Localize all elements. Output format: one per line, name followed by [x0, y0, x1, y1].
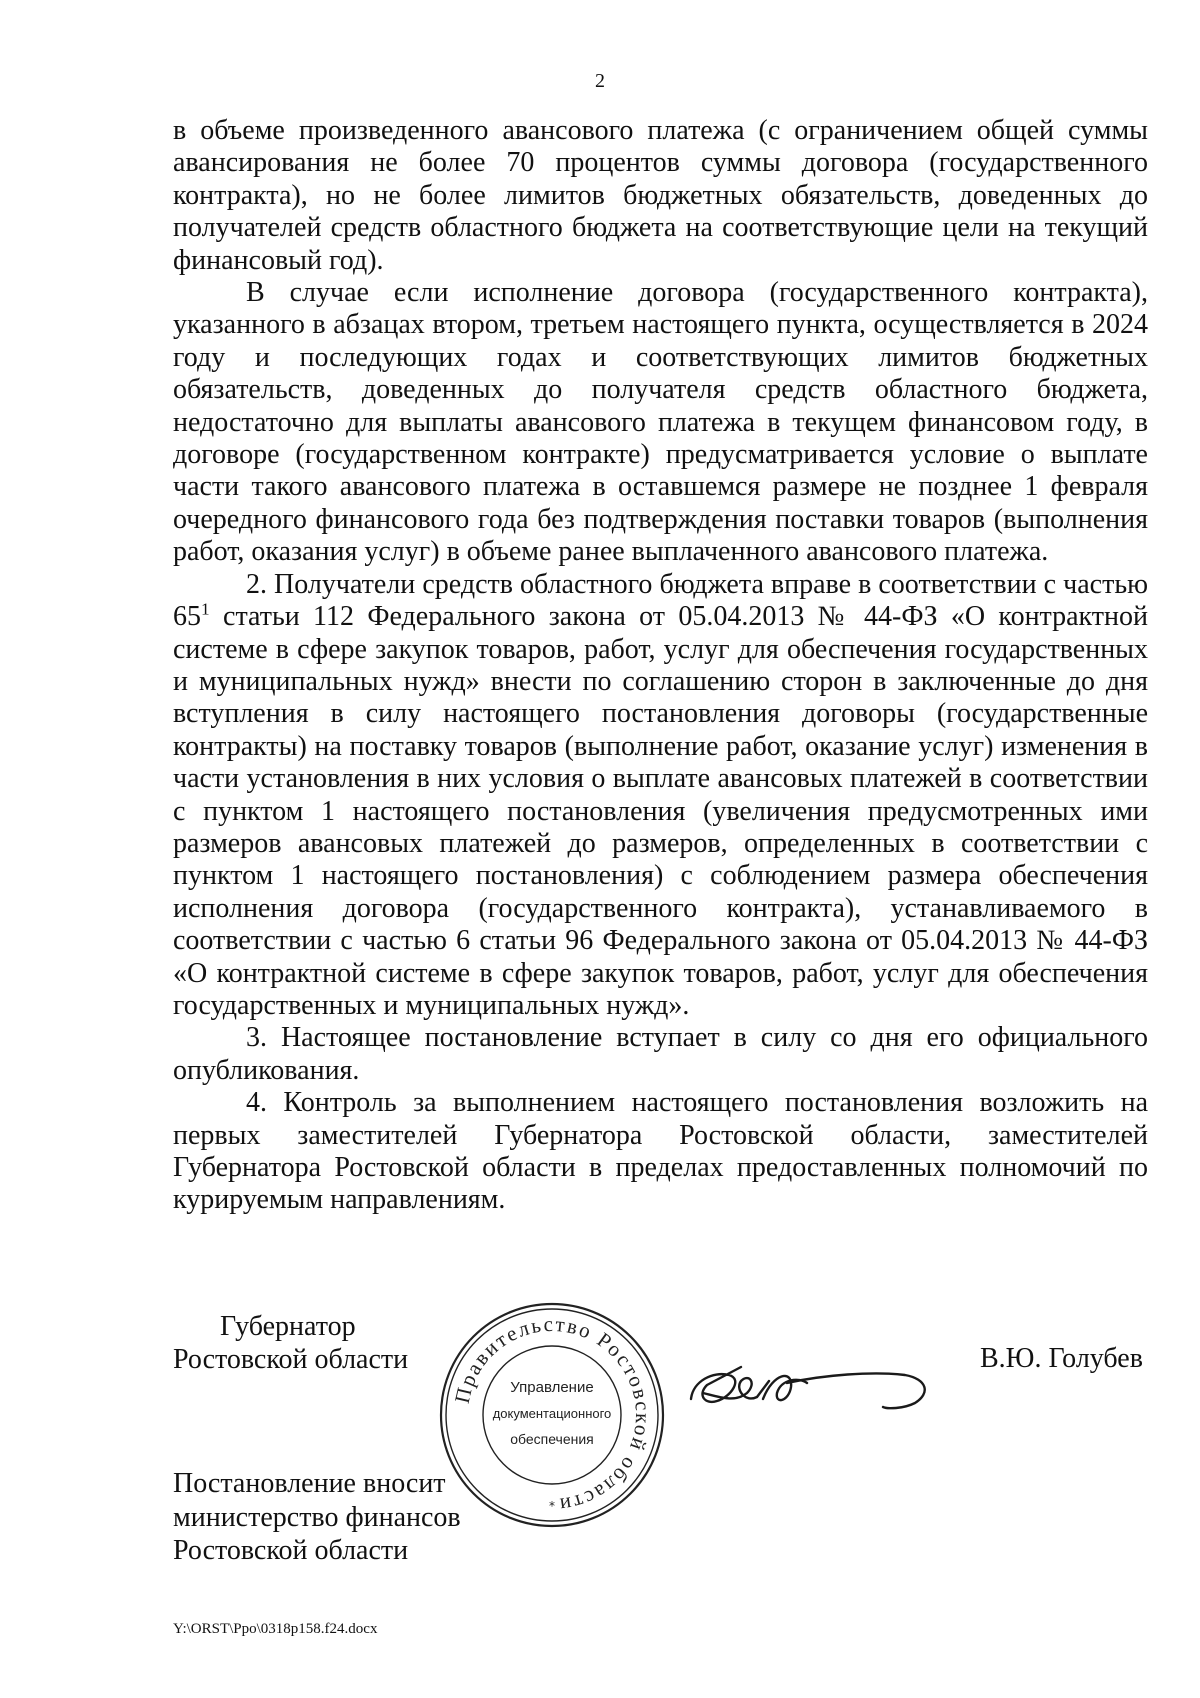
item-2-text-start: 2. Получатели средств областного бюджета вправе в соответствии с частью 65	[173, 568, 1148, 633]
paragraph-advance-payment-case: В случае если исполнение договора (государственного контракта), указанного в абзацах втором, третьем настоящего пункта, осуществляется в 2024 году и последующих годах и соответствующих лимитов бюджетных обязательств, доведенных до получателя средств областного бюджета, недостаточно для выплаты авансового платежа в текущем финансовом году, в договоре (государственном контракте) предусматривается условие о выплате части такого авансового платежа в оставшемся размере не позднее 1 февраля очередного финансового года без подтверждения поставки товаров (выполнения работ, оказания услуг) в объеме ранее выплаченного авансового платежа.	[173, 277, 1148, 568]
submitter-line1: Постановление вносит	[173, 1468, 446, 1499]
submitter-block	[173, 1467, 461, 1568]
seal-star-icon: *	[549, 1499, 555, 1513]
submitter-line2: министерство финансов	[173, 1501, 461, 1533]
official-seal	[437, 1300, 667, 1530]
signatory-name: В.Ю. Голубев	[980, 1343, 1143, 1374]
item-2-text-end: статьи 112 Федерального закона от 05.04.2013 № 44-ФЗ «О контрактной системе в сфере закупок товаров, работ, услуг для обеспечения государственных и муниципальных нужд» внести по соглашению сторон в заключенные до дня вступления в силу настоящего постановления договоры (государственные контракты) на поставку товаров (выполнение работ, оказание услуг) изменения в части установления в них условия о выплате авансовых платежей в соответствии с пунктом 1 настоящего постановления (увеличения предусмотренных ими размеров авансовых платежей до размеров, определенных в соответствии с пунктом 1 настоящего постановления) с соблюдением размера обеспечения исполнения договора (государственного контракта), устанавливаемого в соответствии с частью 6 статьи 96 Федерального закона от 05.04.2013 № 44-ФЗ «О контрактной системе в сфере закупок товаров, работ, услуг для обеспечения государственных и муниципальных нужд».	[173, 601, 1148, 1021]
paragraph-item-2	[173, 569, 1148, 1023]
paragraph-continuation: в объеме произведенного авансового платежа (с ограничением общей суммы авансирования не более 70 процентов суммы договора (государственного контракта), но не более лимитов бюджетных обязательств, доведенных до получателей средств областного бюджета на соответствующие цели на текущий финансовый год).	[173, 115, 1148, 276]
document-body	[173, 115, 1148, 1217]
page-number: 2	[595, 70, 605, 92]
signatory-title-line2: Ростовской области	[173, 1344, 409, 1375]
seal-inner-line3: обеспечения	[510, 1431, 594, 1447]
seal-inner-line1: Управление	[510, 1379, 594, 1396]
item-2-superscript: 1	[201, 599, 210, 619]
file-path: Y:\ORST\Ppo\0318p158.f24.docx	[173, 1621, 378, 1637]
handwritten-signature	[683, 1353, 933, 1423]
submitter-line3: Ростовской области	[173, 1535, 409, 1566]
seal-outer-text: Правительство Ростовской области	[449, 1311, 656, 1518]
signatory-title	[173, 1310, 408, 1376]
seal-inner-line2: документационного	[492, 1406, 612, 1421]
signatory-title-line1: Губернатор	[220, 1311, 356, 1342]
paragraph-item-4: 4. Контроль за выполнением настоящего постановления возложить на первых заместителей Губернатора Ростовской области, заместителей Губернатора Ростовской области в пределах предоставленных полномочий по курируемым направлениям.	[173, 1087, 1148, 1216]
paragraph-item-3: 3. Настоящее постановление вступает в силу со дня его официального опубликования.	[173, 1022, 1148, 1086]
